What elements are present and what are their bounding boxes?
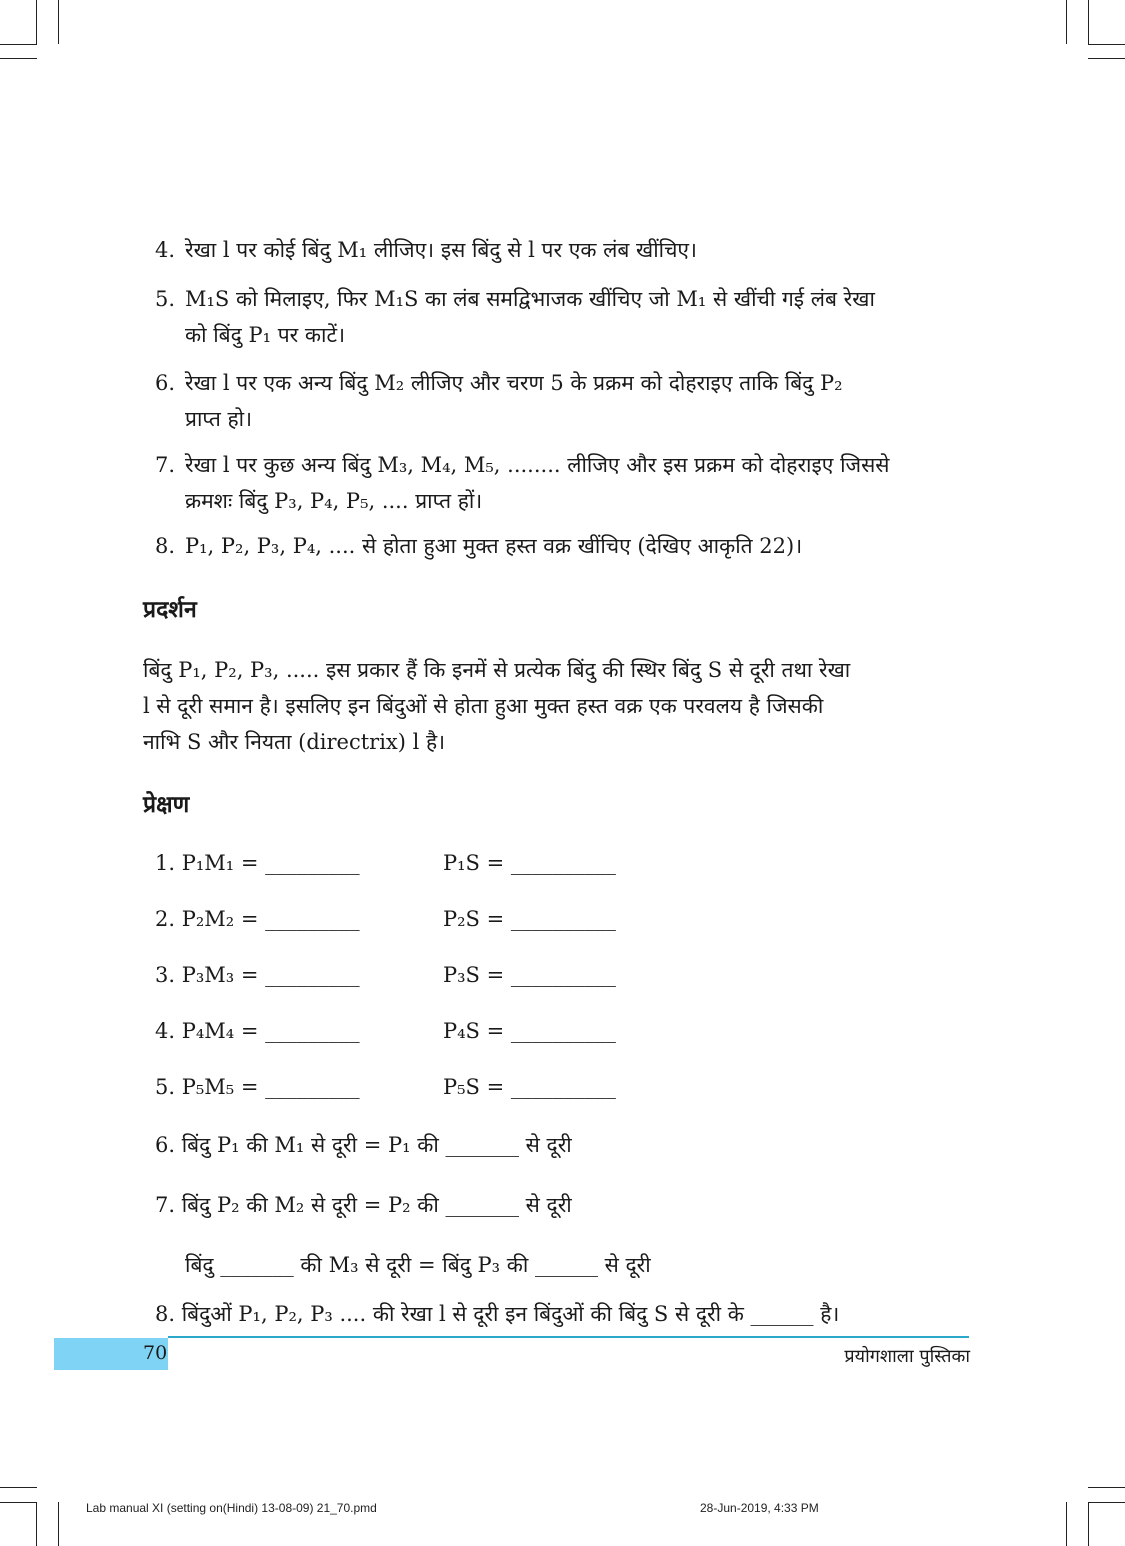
step-number: 5. (155, 287, 176, 311)
step-number: 6. (155, 371, 176, 395)
obs-line-8: 8. बिंदुओं P₁, P₂, P₃ .... की रेखा l से दूरी इन बिंदुओं की बिंदु S से दूरी के ______ है। (155, 1302, 840, 1326)
crop-mark-br-v2 (1088, 1502, 1089, 1546)
obs-row-1-left: 1. P₁M₁ = _________ (155, 851, 360, 875)
demo-line-3: नाभि S और नियता (directrix) l है। (143, 730, 446, 754)
obs-row-4-right: P₄S = __________ (443, 1019, 616, 1043)
step-text-line2: प्राप्त हो। (185, 407, 253, 431)
slug-date: 28-Jun-2019, 4:33 PM (700, 1501, 819, 1515)
step-7 (155, 447, 972, 519)
crop-mark-tl-v2 (58, 0, 59, 44)
step-text-line2: क्रमशः बिंदु P₃, P₄, P₅, .... प्राप्त हों। (185, 489, 483, 513)
crop-mark-bl-h (0, 1487, 37, 1488)
footer-rule (168, 1336, 969, 1338)
step-number: 8. (155, 534, 176, 558)
crop-mark-bl-v2 (58, 1502, 59, 1546)
obs-heading: प्रेक्षण (143, 792, 190, 818)
step-8 (155, 528, 972, 564)
obs-line-7: 7. बिंदु P₂ की M₂ से दूरी = P₂ की _______ से दूरी (155, 1193, 572, 1217)
crop-mark-tl-v (36, 0, 37, 44)
obs-row-5-left: 5. P₅M₅ = _________ (155, 1075, 360, 1099)
obs-row-3-left: 3. P₃M₃ = _________ (155, 963, 360, 987)
crop-mark-tl-h (0, 44, 37, 45)
crop-mark-bl-v (36, 1502, 37, 1546)
page-number: 70 (143, 1342, 168, 1364)
crop-mark-tr-v (1066, 0, 1067, 44)
step-text: रेखा l पर कोई बिंदु M₁ लीजिए। इस बिंदु से l पर एक लंब खींचिए। (185, 238, 697, 262)
demo-line-2: l से दूरी समान है। इसलिए इन बिंदुओं से होता हुआ मुक्त हस्त वक्र एक परवलय है जिसकी (143, 694, 824, 718)
step-text-line1: M₁S को मिलाइए, फिर M₁S का लंब समद्विभाजक खींचिए जो M₁ से खींची गई लंब रेखा (185, 287, 875, 311)
obs-row-2-right: P₂S = __________ (443, 907, 616, 931)
obs-row-3-right: P₃S = __________ (443, 963, 616, 987)
crop-mark-tl-h2 (0, 58, 37, 59)
step-text-line2: को बिंदु P₁ पर काटें। (185, 323, 346, 347)
demo-line-1: बिंदु P₁, P₂, P₃, ..... इस प्रकार हैं कि इनमें से प्रत्येक बिंदु की स्थिर बिंदु S से दूरी तथा रेखा (143, 658, 851, 682)
step-5 (155, 281, 972, 353)
crop-mark-tr-v2 (1088, 0, 1089, 44)
obs-line-6: 6. बिंदु P₁ की M₁ से दूरी = P₁ की _______ से दूरी (155, 1133, 572, 1157)
obs-row-1-right: P₁S = __________ (443, 851, 616, 875)
step-text: P₁, P₂, P₃, P₄, .... से होता हुआ मुक्त हस्त वक्र खींचिए (देखिए आकृति 22)। (185, 534, 803, 558)
book-title: प्रयोगशाला पुस्तिका (844, 1346, 970, 1367)
crop-mark-tr-h (1088, 44, 1125, 45)
step-6 (155, 365, 972, 437)
step-number: 7. (155, 453, 176, 477)
crop-mark-bl-h2 (0, 1502, 37, 1503)
step-4 (155, 232, 972, 268)
demo-heading: प्रदर्शन (143, 597, 197, 623)
obs-row-4-left: 4. P₄M₄ = _________ (155, 1019, 360, 1043)
crop-mark-br-h (1088, 1487, 1125, 1488)
step-number: 4. (155, 238, 176, 262)
step-text-line1: रेखा l पर एक अन्य बिंदु M₂ लीजिए और चरण 5 के प्रक्रम को दोहराइए ताकि बिंदु P₂ (185, 371, 843, 395)
obs-row-5-right: P₅S = __________ (443, 1075, 616, 1099)
demo-paragraph (143, 652, 973, 760)
crop-mark-br-h2 (1088, 1502, 1125, 1503)
obs-row-2-left: 2. P₂M₂ = _________ (155, 907, 360, 931)
obs-line-7b: बिंदु _______ की M₃ से दूरी = बिंदु P₃ की ______ से दूरी (185, 1253, 651, 1277)
step-text-line1: रेखा l पर कुछ अन्य बिंदु M₃, M₄, M₅, ........ लीजिए और इस प्रक्रम को दोहराइए जिससे (185, 453, 890, 477)
crop-mark-br-v (1066, 1502, 1067, 1546)
crop-mark-tr-h2 (1088, 58, 1125, 59)
slug-file: Lab manual XI (setting on(Hindi) 13-08-09) 21_70.pmd (86, 1501, 377, 1515)
